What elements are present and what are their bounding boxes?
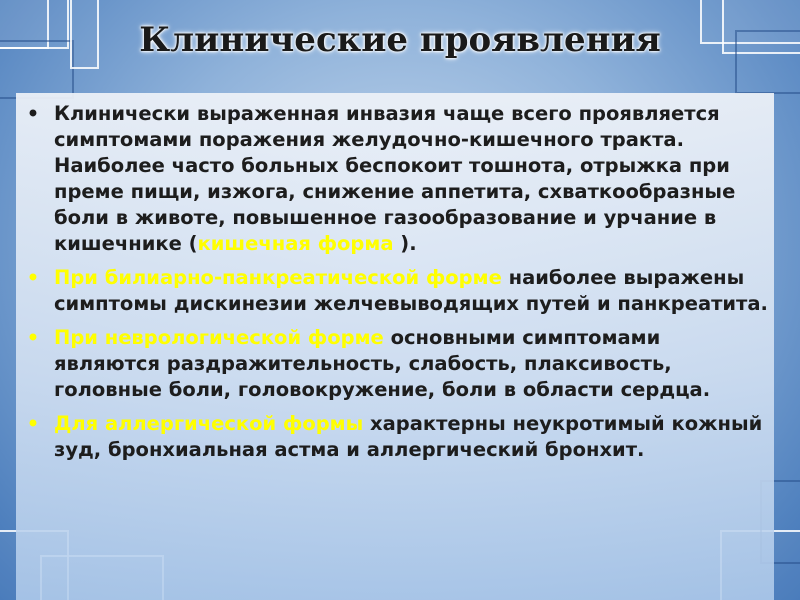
bullet-marker: • — [26, 266, 40, 289]
bullet-text: Клинически выраженная инвазия чаще всего проявляется симптомами поражения желудочно-кишечного тракта. Наиболее часто больных беспокоит тошнота, отрыжка при преме пищи, изжога, снижение аппетита, схваткообразные боли в животе, повышенное газообразование и урчание в кишечнике ( — [54, 102, 736, 255]
bullet-marker: • — [26, 326, 40, 349]
bullet-text: ). — [393, 232, 417, 255]
bullet-text: основными симптомами являются раздражительность, слабость, плаксивость, головные боли, головокружение, боли в области сердца. — [54, 326, 711, 401]
bullet-highlight: При неврологической форме — [54, 326, 384, 349]
bullet-item — [16, 101, 774, 257]
bullet-item — [16, 265, 774, 317]
bullet-highlight: При билиарно-панкреатической форме — [54, 266, 502, 289]
bullet-highlight: Для аллергической формы — [54, 412, 364, 435]
bullet-text: характерны неукротимый кожный зуд, бронхиальная астма и аллергический бронхит. — [54, 412, 763, 461]
bullet-text: наиболее выражены симптомы дискинезии желчевыводящих путей и панкреатита. — [54, 266, 768, 315]
bullet-highlight: кишечная форма — [197, 232, 394, 255]
bullet-marker: • — [26, 102, 40, 125]
bullet-marker: • — [26, 412, 40, 435]
bullet-item — [16, 325, 774, 403]
bullet-list — [16, 101, 774, 471]
slide-title: Клинические проявления — [139, 20, 661, 60]
bullet-item — [16, 411, 774, 463]
